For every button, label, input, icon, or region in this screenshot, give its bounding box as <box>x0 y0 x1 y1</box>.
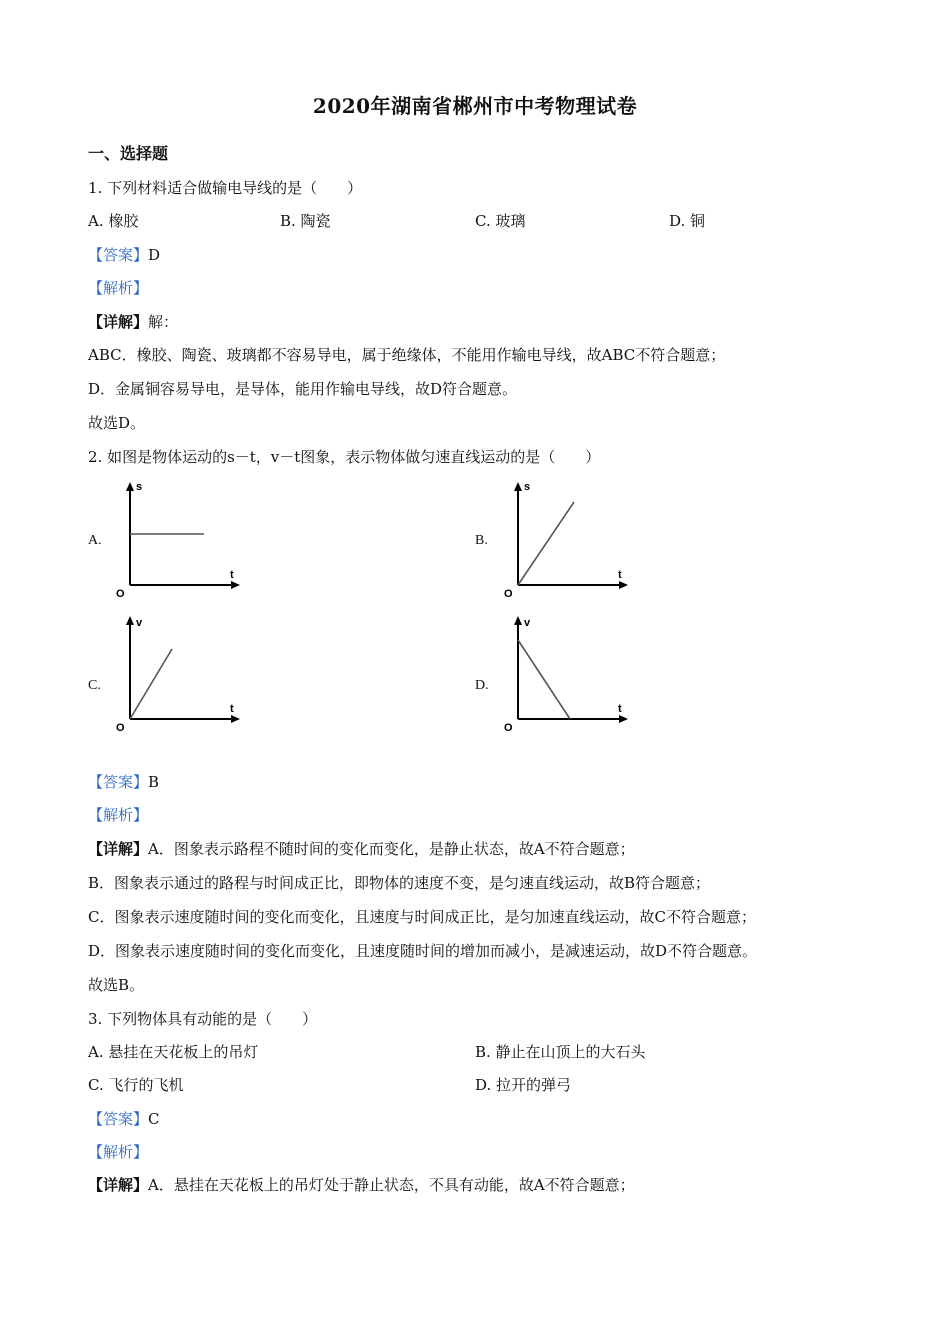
q3-option-a: A. 悬挂在天花板上的吊灯 <box>88 1043 259 1061</box>
axis-label-s: s <box>136 481 143 493</box>
graph-b-label: B. <box>475 533 488 548</box>
q1-option-d: D. 铜 <box>669 212 706 230</box>
question-1-stem: 1. 下列材料适合做输电导线的是（ ） <box>88 179 363 197</box>
detail-label: 【详解】 <box>88 313 149 331</box>
graph-c-label: C. <box>88 678 101 693</box>
axis-label-v: v <box>136 617 143 629</box>
graph-b <box>498 478 638 603</box>
question-2-stem: 2. 如图是物体运动的s－t，v－t图象，表示物体做匀速直线运动的是（ ） <box>88 448 601 466</box>
axis-label-s: s <box>524 481 531 493</box>
origin-label: O <box>116 588 125 600</box>
q3-detail <box>88 1175 635 1195</box>
answer-label: 【答案】 <box>88 773 149 791</box>
graph-c <box>110 612 250 737</box>
q3-option-d: D. 拉开的弹弓 <box>475 1076 572 1094</box>
answer-value: B <box>148 773 160 791</box>
page-title: 2020年湖南省郴州市中考物理试卷 <box>312 94 638 118</box>
axis-label-t: t <box>230 569 234 581</box>
origin-label: O <box>116 722 125 734</box>
graph-a-label: A. <box>88 533 102 548</box>
detail-label: 【详解】 <box>88 1176 149 1194</box>
origin-label: O <box>504 588 513 600</box>
axis-label-v: v <box>524 617 531 629</box>
q2-answer <box>88 772 159 792</box>
q1-option-c: C. 玻璃 <box>475 212 526 230</box>
detail-text: A．图象表示路程不随时间的变化而变化，是静止状态，故A不符合题意； <box>148 840 635 858</box>
origin-label: O <box>504 722 513 734</box>
q3-answer <box>88 1109 160 1129</box>
question-3-stem: 3. 下列物体具有动能的是（ ） <box>88 1010 318 1028</box>
graph-d-label: D. <box>475 678 489 693</box>
q1-detail-line: 故选D。 <box>88 414 146 432</box>
q1-detail <box>88 312 178 332</box>
q3-option-b: B. 静止在山顶上的大石头 <box>475 1043 646 1061</box>
q2-analysis-label: 【解析】 <box>88 806 149 824</box>
q1-answer <box>88 245 160 265</box>
q2-detail-line: B．图象表示通过的路程与时间成正比，即物体的速度不变，是匀速直线运动，故B符合题意； <box>88 874 711 892</box>
q2-detail-line: C．图象表示速度随时间的变化而变化，且速度与时间成正比，是匀加速直线运动，故C不符合题意； <box>88 908 756 926</box>
graph-a <box>110 478 250 603</box>
q2-detail-line: 故选B。 <box>88 976 145 994</box>
q1-option-b: B. 陶瓷 <box>280 212 331 230</box>
answer-label: 【答案】 <box>88 246 149 264</box>
axis-label-t: t <box>618 703 622 715</box>
q1-detail-line: ABC．橡胶、陶瓷、玻璃都不容易导电，属于绝缘体，不能用作输电导线，故ABC不符合题意； <box>88 346 726 364</box>
q1-detail-line: D．金属铜容易导电，是导体，能用作输电导线，故D符合题意。 <box>88 380 518 398</box>
q3-option-c: C. 飞行的飞机 <box>88 1076 184 1094</box>
section-heading: 一、选择题 <box>88 144 169 163</box>
axis-label-t: t <box>230 703 234 715</box>
q3-analysis-label: 【解析】 <box>88 1143 149 1161</box>
q1-option-a: A. 橡胶 <box>88 212 139 230</box>
q2-detail-line: D．图象表示速度随时间的变化而变化，且速度随时间的增加而减小，是减速运动，故D不符合题意。 <box>88 942 758 960</box>
detail-text: 解： <box>148 313 179 331</box>
answer-value: C <box>148 1110 160 1128</box>
q1-analysis-label: 【解析】 <box>88 279 149 297</box>
answer-label: 【答案】 <box>88 1110 149 1128</box>
answer-value: D <box>148 246 161 264</box>
graph-d <box>498 612 638 737</box>
q2-detail <box>88 839 635 859</box>
detail-text: A．悬挂在天花板上的吊灯处于静止状态，不具有动能，故A不符合题意； <box>148 1176 635 1194</box>
detail-label: 【详解】 <box>88 840 149 858</box>
axis-label-t: t <box>618 569 622 581</box>
